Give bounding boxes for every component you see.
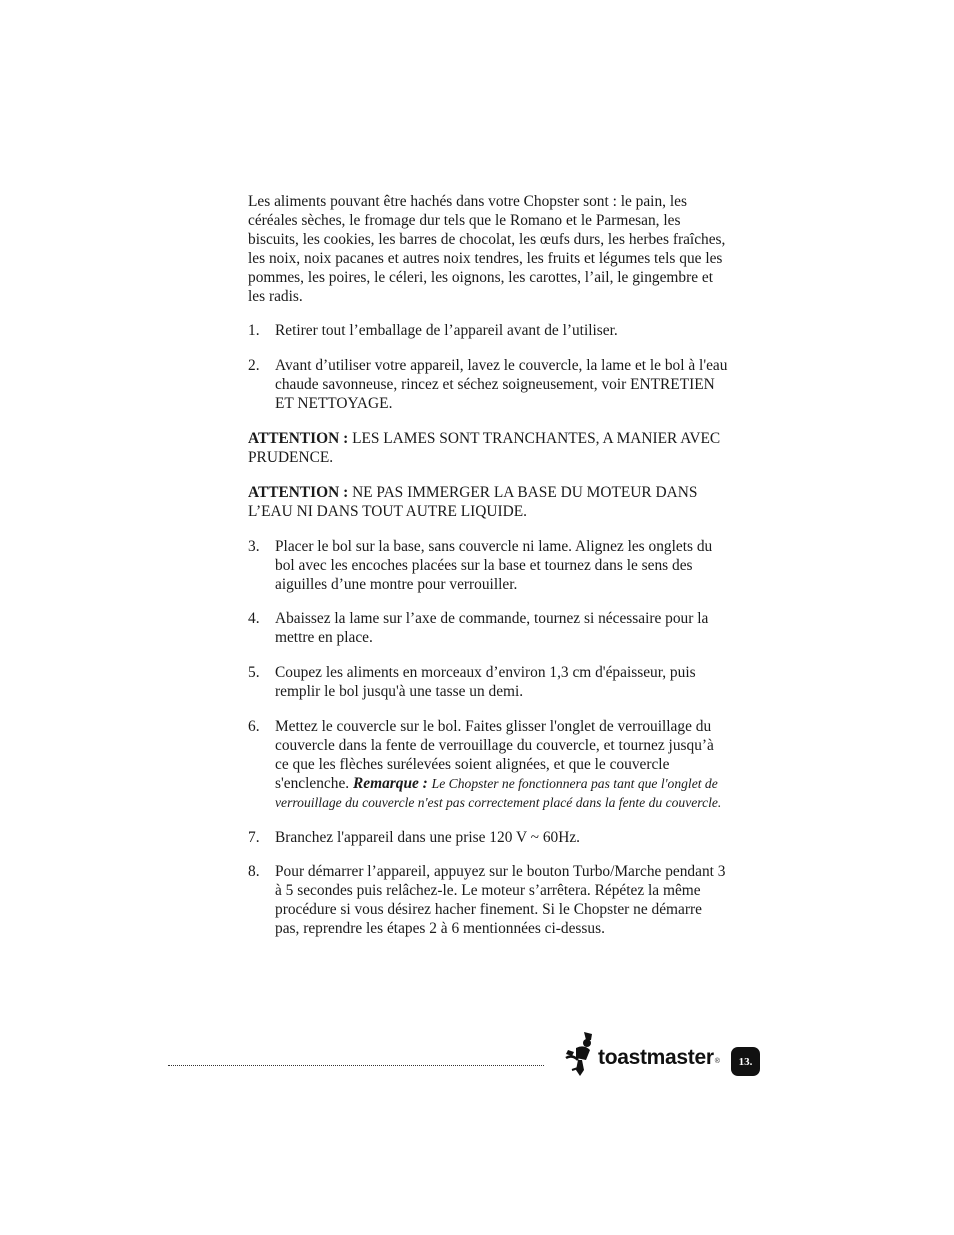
step-number: 5. [248, 664, 260, 682]
step-number: 2. [248, 357, 260, 375]
attention-label: ATTENTION : [248, 483, 349, 501]
chef-mascot-icon [562, 1030, 598, 1080]
intro-paragraph: Les aliments pouvant être hachés dans votre Chopster sont : le pain, les céréales sèches, le fromage dur tels que le Romano et le Parmesan, les biscuits, les cookies, les barres de chocolat, les œufs durs, les herbes fraîches, les noix, noix pacanes et autres noix tendres, les fruits et légumes tels que les pommes, les poires, le céleri, les oignons, les carottes, l’ail, le gingembre et les radis. [248, 193, 726, 305]
step-text: Coupez les aliments en morceaux d’environ 1,3 cm d'épaisseur, puis remplir le bol jusqu'à une tasse un demi. [275, 664, 696, 701]
step-text: Avant d’utiliser votre appareil, lavez le couvercle, la lame et le bol à l'eau chaude savonneuse, rincez et séchez soigneusement, voir ENTRETIEN ET NETTOYAGE. [275, 357, 728, 413]
attention-label: ATTENTION : [248, 430, 349, 448]
step-number: 7. [248, 828, 260, 846]
step-text: Placer le bol sur la base, sans couvercle ni lame. Alignez les onglets du bol avec les encoches placées sur la base et tournez dans le sens des aiguilles d’une montre pour verrouiller. [275, 537, 713, 593]
footer-dotted-rule [168, 1065, 544, 1066]
step-item [248, 863, 730, 939]
brand-wordmark: toastmaster [598, 1046, 714, 1069]
step-text: Retirer tout l’emballage de l’appareil avant de l’utiliser. [275, 322, 618, 340]
step-text: Pour démarrer l’appareil, appuyez sur le bouton Turbo/Marche pendant 3 à 5 secondes puis relâchez-le. Le moteur s’arrêtera. Répétez la même procédure si vous désirez hacher finement. Si le Chopster ne démarre pas, reprendre les étapes 2 à 6 mentionnées ci-dessus. [275, 863, 726, 938]
step-number: 8. [248, 863, 260, 881]
attention-text: LES LAMES SONT TRANCHANTES, A MANIER AVEC PRUDENCE. [248, 430, 721, 466]
brand-logo [562, 1030, 720, 1080]
step-number: 6. [248, 718, 260, 736]
step-number: 1. [248, 322, 260, 340]
step-text [275, 718, 730, 813]
step-number: 4. [248, 610, 260, 628]
attention-warning [248, 430, 730, 468]
step-item [248, 322, 730, 341]
step-text-main: Mettez le couvercle sur le bol. Faites glisser l'onglet de verrouillage du couvercle dans la fente de verrouillage du couvercle, et tournez jusqu’à ce que les flèches surélevées soient alignées, et que le couvercle s'enclenche. [275, 718, 714, 792]
step-item [248, 718, 730, 813]
step-item [248, 357, 730, 414]
attention-text: NE PAS IMMERGER LA BASE DU MOTEUR DANS L’EAU NI DANS TOUT AUTRE LIQUIDE. [248, 483, 698, 520]
remark-text: Le Chopster ne fonctionnera pas tant que l'onglet de verrouillage du couvercle n'est pas correctement placé dans la fente du couvercle. [275, 775, 722, 810]
page-number-badge: 13. [731, 1047, 760, 1076]
step-text: Branchez l'appareil dans une prise 120 V ~ 60Hz. [275, 828, 581, 846]
step-item [248, 610, 730, 648]
step-item [248, 829, 730, 848]
step-text: Abaissez la lame sur l’axe de commande, tournez si nécessaire pour la mettre en place. [275, 610, 709, 647]
attention-warning [248, 484, 730, 522]
step-number: 3. [248, 537, 260, 555]
step-item [248, 538, 730, 595]
page-content [248, 193, 730, 955]
remark-label: Remarque : [353, 774, 428, 792]
step-item [248, 664, 730, 702]
registered-mark: ® [714, 1057, 720, 1065]
